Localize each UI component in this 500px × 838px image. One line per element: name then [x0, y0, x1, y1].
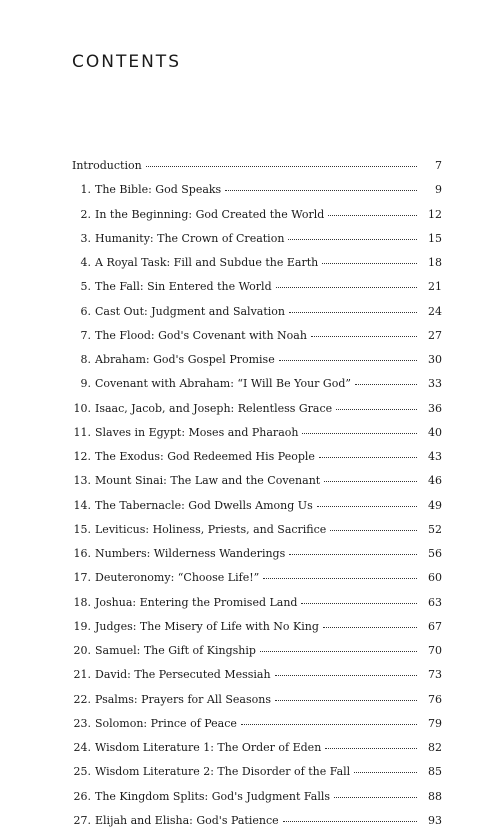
toc-entry-page: 12	[428, 207, 442, 221]
toc-entry-number: 21.	[73, 668, 91, 682]
dot-leader	[275, 700, 417, 701]
toc-entry-number: 25.	[73, 765, 91, 779]
dot-leader	[328, 215, 417, 216]
toc-entry-title: Psalms: Prayers for All Seasons	[95, 692, 271, 706]
dot-leader	[225, 190, 417, 191]
toc-entry	[72, 450, 442, 474]
toc-entry	[72, 256, 442, 280]
toc-entry-page: 7	[435, 159, 442, 172]
toc-entry	[72, 765, 442, 789]
toc-entry	[72, 814, 442, 838]
toc-entry-title: Humanity: The Crown of Creation	[95, 231, 285, 245]
toc-entry-number: 23.	[73, 716, 91, 730]
toc-entry-number: 9.	[80, 377, 91, 391]
dot-leader	[260, 651, 417, 652]
toc-entry-number: 14.	[73, 498, 91, 512]
toc-entry-page: 79	[428, 716, 442, 730]
toc-entry-page: 56	[428, 547, 442, 560]
page-heading: CONTENTS	[72, 52, 181, 72]
dot-leader	[263, 578, 417, 579]
dot-leader	[324, 481, 417, 482]
toc-entry-title: A Royal Task: Fill and Subdue the Earth	[95, 256, 319, 269]
toc-entry-title: The Kingdom Splits: God's Judgment Falls	[95, 789, 331, 803]
dot-leader	[283, 821, 417, 822]
toc-entry-title: Introduction	[72, 159, 142, 172]
toc-entry-number: 13.	[73, 474, 91, 488]
toc-entry-page: 18	[428, 256, 442, 269]
toc-entry-number: 2.	[80, 207, 91, 221]
toc-entry-number: 3.	[80, 231, 91, 245]
toc-entry-title: Leviticus: Holiness, Priests, and Sacrifice	[95, 522, 327, 536]
toc-entry-title: The Bible: God Speaks	[95, 183, 222, 197]
toc-entry	[72, 183, 442, 207]
dot-leader	[317, 506, 417, 507]
toc-entry-number: 10.	[73, 401, 91, 415]
toc-entry-title: Elijah and Elisha: God's Patience	[95, 813, 279, 827]
toc-entry-number: 17.	[73, 571, 91, 585]
dot-leader	[330, 530, 417, 531]
toc-entry-title: Isaac, Jacob, and Joseph: Relentless Grace	[95, 401, 333, 415]
toc-entry-title: The Exodus: God Redeemed His People	[95, 450, 315, 463]
toc-entry-page: 49	[428, 498, 442, 512]
toc-entry	[72, 620, 442, 644]
toc-entry	[72, 402, 442, 426]
toc-entry	[72, 547, 442, 571]
toc-entry-page: 30	[428, 353, 442, 366]
toc-entry	[72, 668, 442, 692]
toc-entry-title: The Tabernacle: God Dwells Among Us	[95, 498, 313, 512]
toc-entry-page: 82	[428, 741, 442, 754]
toc-entry	[72, 280, 442, 304]
dot-leader	[355, 384, 417, 385]
toc-entry-title: Judges: The Misery of Life with No King	[95, 619, 319, 633]
dot-leader	[319, 457, 417, 458]
dot-leader	[289, 312, 417, 313]
toc-entry-title: Solomon: Prince of Peace	[95, 716, 237, 730]
toc-entry-page: 40	[428, 425, 442, 439]
table-of-contents	[72, 159, 442, 838]
toc-entry	[72, 523, 442, 547]
toc-entry-page: 88	[428, 789, 442, 803]
toc-entry-page: 21	[428, 280, 442, 294]
toc-entry-number: 27.	[73, 813, 91, 827]
toc-entry	[72, 741, 442, 765]
dot-leader	[325, 748, 417, 749]
toc-entry-title: Wisdom Literature 2: The Disorder of the Fall	[95, 765, 351, 779]
toc-entry-number: 11.	[73, 425, 91, 439]
dot-leader	[275, 675, 417, 676]
toc-entry-title: Wisdom Literature 1: The Order of Eden	[95, 741, 322, 754]
toc-entry-title: Joshua: Entering the Promised Land	[95, 595, 298, 609]
toc-entry-number: 5.	[80, 280, 91, 294]
toc-entry-page: 24	[428, 304, 442, 318]
toc-entry	[72, 571, 442, 595]
toc-entry	[72, 159, 442, 183]
toc-entry-page: 33	[428, 377, 442, 391]
toc-entry	[72, 644, 442, 668]
toc-entry-page: 93	[428, 813, 442, 827]
toc-entry	[72, 499, 442, 523]
dot-leader	[322, 263, 417, 264]
dot-leader	[279, 360, 417, 361]
toc-entry-page: 70	[428, 644, 442, 657]
toc-entry-title: David: The Persecuted Messiah	[95, 668, 271, 682]
toc-entry-number: 24.	[73, 741, 91, 754]
toc-entry-page: 46	[428, 474, 442, 488]
toc-entry	[72, 426, 442, 450]
toc-entry-page: 36	[428, 401, 442, 415]
toc-entry-title: Deuteronomy: “Choose Life!”	[95, 571, 260, 585]
toc-entry	[72, 474, 442, 498]
toc-entry	[72, 305, 442, 329]
toc-entry-title: The Flood: God's Covenant with Noah	[95, 328, 307, 342]
toc-entry-page: 63	[428, 595, 442, 609]
toc-entry	[72, 717, 442, 741]
toc-entry-number: 19.	[73, 619, 91, 633]
toc-entry-title: The Fall: Sin Entered the World	[95, 280, 272, 294]
toc-entry-title: Abraham: God's Gospel Promise	[95, 353, 275, 366]
toc-entry-page: 27	[428, 328, 442, 342]
toc-entry-page: 15	[428, 231, 442, 245]
dot-leader	[311, 336, 417, 337]
toc-entry-number: 6.	[80, 304, 91, 318]
dot-leader	[334, 797, 417, 798]
dot-leader	[276, 287, 417, 288]
dot-leader	[146, 166, 417, 167]
dot-leader	[302, 433, 417, 434]
toc-entry-title: Samuel: The Gift of Kingship	[95, 644, 256, 657]
toc-entry-number: 4.	[80, 256, 91, 269]
dot-leader	[301, 603, 417, 604]
toc-entry-page: 60	[428, 571, 442, 585]
toc-entry	[72, 377, 442, 401]
toc-entry-number: 15.	[73, 522, 91, 536]
dot-leader	[289, 554, 417, 555]
toc-entry-title: In the Beginning: God Created the World	[95, 207, 325, 221]
toc-entry-number: 1.	[80, 183, 91, 197]
toc-entry-page: 43	[428, 450, 442, 463]
toc-entry	[72, 693, 442, 717]
toc-entry-number: 20.	[73, 644, 91, 657]
dot-leader	[241, 724, 417, 725]
toc-entry	[72, 232, 442, 256]
toc-entry-number: 12.	[73, 450, 91, 463]
toc-entry-page: 52	[428, 522, 442, 536]
toc-entry-number: 8.	[80, 353, 91, 366]
dot-leader	[288, 239, 417, 240]
toc-entry-page: 85	[428, 765, 442, 779]
toc-entry	[72, 596, 442, 620]
toc-entry-number: 26.	[73, 789, 91, 803]
toc-entry-page: 73	[428, 668, 442, 682]
toc-entry-title: Numbers: Wilderness Wanderings	[95, 547, 286, 560]
toc-entry-number: 18.	[73, 595, 91, 609]
dot-leader	[336, 409, 417, 410]
toc-entry-title: Covenant with Abraham: “I Will Be Your God”	[95, 377, 351, 391]
dot-leader	[354, 772, 417, 773]
toc-entry-title: Mount Sinai: The Law and the Covenant	[95, 474, 321, 488]
dot-leader	[323, 627, 417, 628]
toc-entry-number: 7.	[80, 328, 91, 342]
toc-entry	[72, 208, 442, 232]
toc-entry-number: 22.	[73, 692, 91, 706]
toc-entry	[72, 329, 442, 353]
toc-entry	[72, 353, 442, 377]
toc-entry-title: Cast Out: Judgment and Salvation	[95, 304, 285, 318]
toc-entry-number: 16.	[73, 547, 91, 560]
toc-entry-page: 9	[435, 183, 442, 197]
toc-entry	[72, 790, 442, 814]
toc-entry-page: 67	[428, 619, 442, 633]
toc-entry-title: Slaves in Egypt: Moses and Pharaoh	[95, 425, 299, 439]
toc-entry-page: 76	[428, 692, 442, 706]
